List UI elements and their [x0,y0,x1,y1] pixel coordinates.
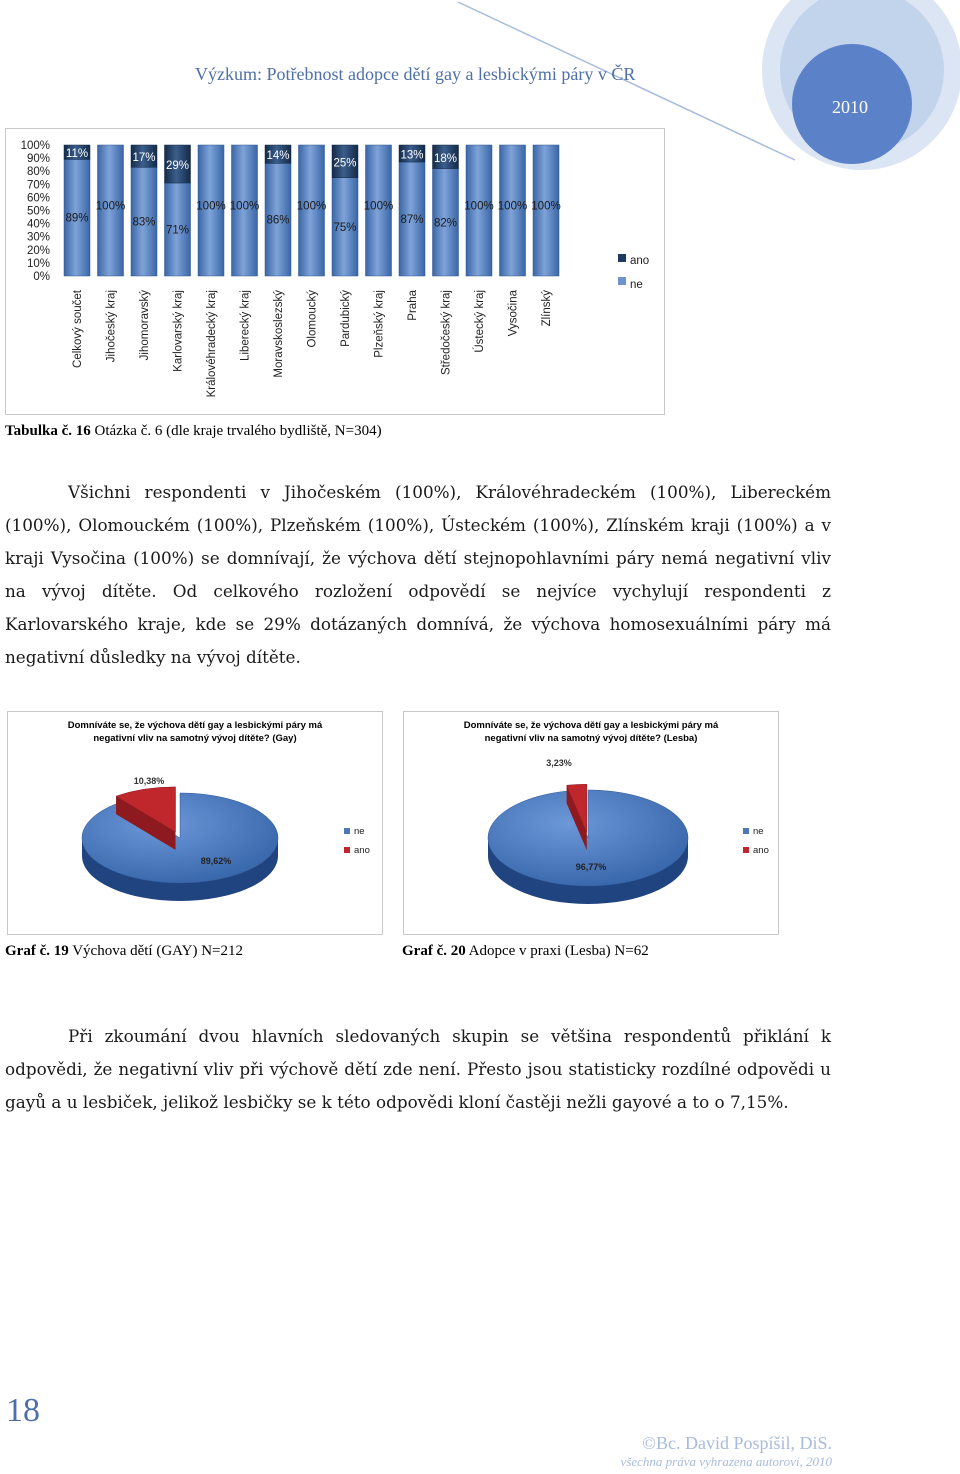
table-caption: Tabulka č. 16 Otázka č. 6 (dle kraje trvalého bydliště, N=304) [5,423,382,439]
category-label: Středočeský kraj [440,290,453,376]
data-label-ne: 87% [400,214,424,227]
y-tick-label: 40% [26,218,50,231]
category-label: Jihomoravský [139,290,151,361]
pie-label-ne: 89,62% [200,856,232,866]
pie-label-ne: 96,77% [575,862,607,872]
category-label: Moravskoslezský [273,290,285,378]
data-label-ano: 29% [165,159,190,172]
data-label-ano: 25% [333,157,357,170]
data-label-ne: 100% [229,200,260,213]
legend-swatch-ano [743,847,749,853]
pie-title-lesba: Domníváte se, že výchova dětí gay a lesbickými páry má negativní vliv na samotný vývoj dítěte? (Lesba) [463,720,719,744]
category-label: Pardubický [340,290,352,347]
year-badge: 2010 [832,97,868,117]
data-label-ne: 75% [333,221,357,234]
data-label-ne: 100% [497,200,528,213]
page-number: 18 [6,1392,40,1429]
paragraph-2: Při zkoumání dvou hlavních sledovaných skupin se většina respondentů přiklání k odpovědi, že negativní vliv při výchově dětí zde není. Přesto jsou statisticky rozdílné odpovědi u gayů a u lesbiček, jelikož lesbičky se k této odpovědi kloní častěji nežli gayové a to o 7,15%. [5,1026,831,1112]
category-label: Praha [407,290,419,321]
y-tick-label: 70% [26,179,50,192]
y-tick-label: 60% [26,192,50,205]
category-label: Karlovarský kraj [172,290,185,372]
paragraph-1: Všichni respondenti v Jihočeském (100%), Královéhradeckém (100%), Libereckém (100%), Olomouckém (100%), Plzeňském (100%), Ústeckém (100%), Zlínském kraji (100%) a v kraji Vysočina (100%) se domnívají, že výchova dětí stejnopohlavními páry nemá negativní vliv na vývoj dítěte. Od celkového rozložení odpovědí se nejvíce vychylují respondenti z Karlovarského kraje, kde se 29% dotázaných domnívá, že výchova homosexuálními páry má negativní důsledky na vývoj dítěte. [5,482,831,667]
author: ©Bc. David Pospíšil, DiS. [642,1433,832,1453]
pie-slice-ne [82,793,278,883]
y-tick-label: 80% [26,166,50,179]
legend-label-ano: ano [753,845,769,856]
rights-notice: všechna práva vyhrazena autorovi, 2010 [620,1454,832,1469]
y-tick-label: 0% [33,271,50,283]
data-label-ano: 11% [65,148,89,161]
category-label: Celkový součet [72,290,84,368]
data-label-ano: 18% [433,152,458,165]
graf19-caption: Graf č. 19 Výchova dětí (GAY) N=212 [5,943,244,959]
y-tick-label: 10% [26,257,50,270]
legend-swatch-ne [344,828,350,834]
data-label-ne: 100% [363,200,394,213]
category-label: Královéhradecký kraj [206,290,218,398]
y-tick-label: 90% [26,153,50,166]
category-label: Jihočeský kraj [105,290,118,363]
data-label-ne: 100% [296,200,327,213]
data-label-ne: 89% [65,212,89,225]
legend-label-ne: ne [630,279,643,291]
data-label-ano: 13% [400,149,424,162]
data-label-ne: 100% [95,200,126,213]
category-label: Zlínský [541,290,553,327]
data-label-ne: 71% [165,224,190,237]
data-label-ne: 86% [266,214,290,227]
data-label-ano: 14% [266,150,290,163]
header-title: Výzkum: Potřebnost adopce dětí gay a lesbickými páry v ČR [195,64,636,84]
legend-label-ne: ne [753,826,764,837]
category-label: Plzeňský kraj [373,290,386,358]
y-tick-label: 100% [20,140,50,152]
pie-title-gay: Domníváte se, že výchova dětí gay a lesbickými páry má negativní vliv na samotný vývoj dítěte? (Gay) [67,720,323,744]
category-label: Ústecký kraj [474,290,486,353]
pie-label-ano: 10,38% [133,776,165,786]
category-label: Olomoucký [306,290,319,348]
data-label-ne: 100% [196,200,226,213]
graf20-caption: Graf č. 20 Adopce v praxi (Lesba) N=62 [402,943,649,959]
legend-swatch-ano [344,847,350,853]
legend-label-ano: ano [354,845,370,856]
legend-label-ne: ne [354,826,365,837]
y-tick-label: 50% [26,205,50,218]
category-label: Liberecký kraj [239,290,252,361]
pie-label-ano: 3,23% [546,758,572,768]
legend-swatch-ne [743,828,749,834]
y-tick-label: 20% [26,244,50,257]
legend-label-ano: ano [630,255,650,267]
y-tick-label: 30% [26,231,50,244]
data-label-ne: 100% [531,200,561,213]
category-label: Vysočina [507,290,520,337]
data-label-ne: 82% [433,217,458,230]
data-label-ne: 100% [464,200,494,213]
data-label-ano: 17% [132,152,156,165]
data-label-ne: 83% [132,216,156,229]
